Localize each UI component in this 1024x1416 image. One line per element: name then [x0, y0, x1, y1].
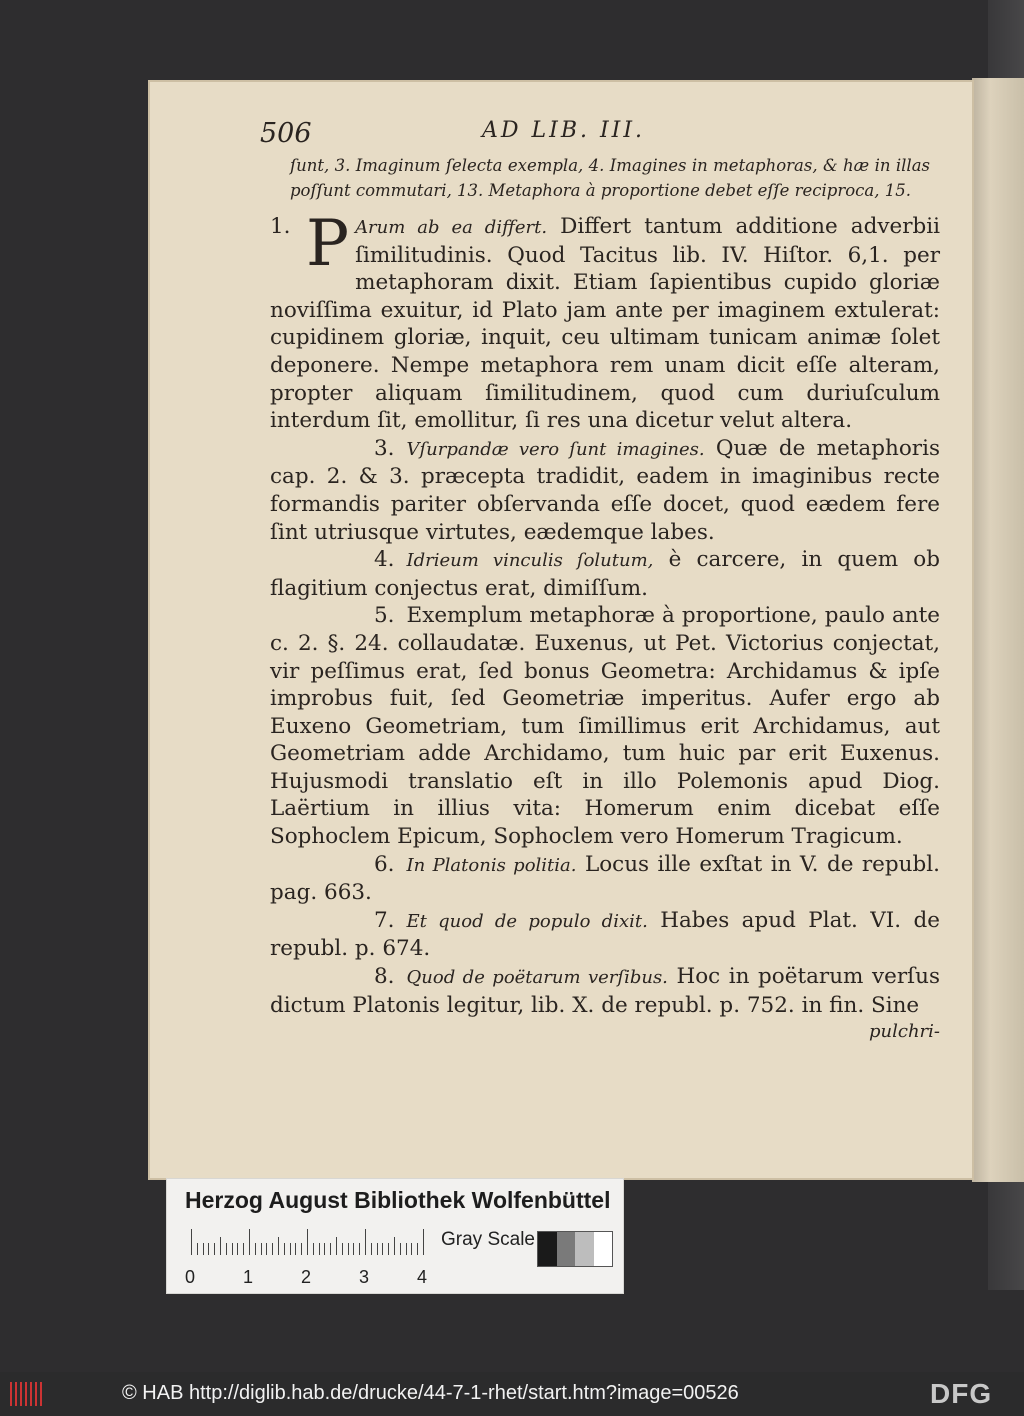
paragraph-7 [270, 907, 940, 963]
lemma: Quod de poëtarum verſibus. [406, 967, 668, 989]
paragraph-number: 6. [374, 851, 395, 877]
ruler-tick [208, 1243, 209, 1255]
catchword: pulchri- [869, 1021, 940, 1043]
ruler-tick [313, 1243, 314, 1255]
lemma: Idrieum vinculis ſolutum, [406, 550, 654, 572]
ruler-tick [319, 1243, 320, 1255]
paragraph-number: 4. [374, 547, 395, 573]
ruler-number: 3 [359, 1267, 370, 1287]
ruler-tick [365, 1229, 366, 1255]
ruler-tick [249, 1229, 250, 1255]
lemma: Vſurpandæ vero ſunt imagines. [406, 438, 705, 460]
lemma: In Platonis politia. [406, 854, 577, 876]
page-header [260, 118, 940, 154]
ruler-tick [371, 1243, 372, 1255]
ruler-tick [406, 1243, 407, 1255]
ruler-number: 0 [185, 1267, 196, 1287]
ruler-tick [261, 1243, 262, 1255]
ruler-tick [295, 1243, 296, 1255]
ruler-tick [342, 1243, 343, 1255]
ruler-tick [197, 1243, 198, 1255]
scale-ruler [191, 1231, 427, 1263]
copyright-url: © HAB http://diglib.hab.de/drucke/44-7-1-rhet/start.htm?image=00526 [122, 1382, 739, 1404]
ruler-tick [284, 1243, 285, 1255]
library-name: Herzog August Bibliothek Wolfenbüttel [185, 1187, 611, 1213]
ruler-number: 1 [243, 1267, 254, 1287]
paragraph-8 [270, 963, 940, 1019]
ruler-tick [348, 1243, 349, 1255]
paragraph-text: Exemplum metaphoræ à proportione, paulo ante c. 2. §. 24. collaudatæ. Euxenus, ut Pet. Victorius conjectat, vir peſſimus erat, ſed bonus Geometra: Archidamus & ipſe improbus fuit, ſed Geometriæ imperitus. Aufer ergo ab Euxeno Geometriam, tum ſimillimus erit Archidamus, aut Geometriam adde Archidamo, tum huic par erit Euxenus. Hujusmodi translatio eſt in illo Polemonis apud Diog. Laërtium in illius vita: Homerum enim dicebat eſſe Sophoclem Epicum, Sophoclem vero Homerum Tragicum. [270, 603, 940, 850]
paragraph-4 [270, 546, 940, 602]
ruler-tick [272, 1243, 273, 1255]
gray-swatch [575, 1232, 594, 1266]
ruler-tick [377, 1243, 378, 1255]
paragraph-text: Hoc in poëtarum verſus dictum Platonis legitur, lib. X. de republ. p. 752. in fin. Sine [270, 964, 940, 1018]
running-head: AD LIB. III. [482, 118, 646, 143]
paragraph-number: 5. [374, 603, 395, 629]
paragraph-number: 3. [374, 435, 395, 461]
paragraph-3 [270, 435, 940, 546]
drop-cap: P [306, 207, 350, 281]
gray-swatches [537, 1231, 613, 1267]
ruler-tick [388, 1243, 389, 1255]
ruler-tick [423, 1229, 424, 1255]
ruler-tick [400, 1243, 401, 1255]
paragraph-text: è carcere, in quem ob flagitium conjectus erat, dimiſſum. [270, 547, 940, 601]
ruler-number: 4 [417, 1267, 428, 1287]
ruler-tick [353, 1243, 354, 1255]
paragraph-number: 1. [270, 214, 291, 239]
paragraph-text: Habes apud Plat. VI. de republ. p. 674. [270, 907, 940, 962]
gray-swatch [538, 1232, 557, 1266]
ruler-tick [307, 1229, 308, 1255]
gray-scale-label: Gray Scale [441, 1229, 535, 1250]
hab-logo-icon [10, 1380, 44, 1408]
dfg-logo: DFG [930, 1378, 993, 1409]
book-page [148, 80, 974, 1180]
paragraph-text: Locus ille exſtat in V. de republ. pag. 663. [270, 851, 940, 906]
ruler-tick [226, 1243, 227, 1255]
color-calibration-bar [166, 1178, 624, 1294]
lemma: Arum ab ea differt. [355, 217, 548, 238]
ruler-tick [278, 1237, 279, 1255]
ruler-tick [191, 1229, 192, 1255]
footer-bar [0, 1372, 1024, 1416]
ruler-tick [290, 1243, 291, 1255]
ruler-tick [266, 1243, 267, 1255]
lemma: Et quod de populo dixit. [406, 910, 648, 932]
paragraph-text: Quæ de metaphoris cap. 2. & 3. præcepta tradidit, eadem in imaginibus recte formandis pariter obſervanda eſſe docet, quod eædem fere ſint utriusque virtutes, eædemque labes. [270, 435, 940, 545]
ruler-tick [411, 1243, 412, 1255]
ruler-tick [243, 1243, 244, 1255]
ruler-number: 2 [301, 1267, 312, 1287]
page-number: 506 [260, 118, 312, 149]
ruler-tick [359, 1243, 360, 1255]
ruler-tick [220, 1237, 221, 1255]
ruler-tick [382, 1243, 383, 1255]
paragraph-number: 7. [374, 907, 395, 933]
ruler-tick [417, 1243, 418, 1255]
gray-swatch [557, 1232, 576, 1266]
ruler-tick [214, 1243, 215, 1255]
chapter-summary: ſunt, 3. Imaginum ſelecta exempla, 4. Imagines in metaphoras, & hæ in illas poſſunt commutari, 13. Metaphora à proportione debet eſſe reciproca, 15. [290, 156, 930, 200]
ruler-tick [301, 1243, 302, 1255]
gray-swatch [594, 1232, 613, 1266]
ruler-tick [394, 1237, 395, 1255]
ruler-tick [336, 1237, 337, 1255]
ruler-tick [232, 1243, 233, 1255]
paragraph-number: 8. [374, 964, 395, 990]
ruler-tick [255, 1243, 256, 1255]
ruler-tick [324, 1243, 325, 1255]
facing-page-edge [972, 78, 1024, 1182]
paragraph-text: Differt tantum additione adverbii ſimilitudinis. Quod Tacitus lib. IV. Hiſtor. 6,1. per metaphoram dixit. Etiam ſapientibus cupido gloriæ noviſſima exuitur, id Plato jam ante per imaginem extulerat: cupidinem gloriæ, inquit, ceu ultimam tunicam animæ ſolet deponere. Nempe metaphora rem unam dicit eſſe alteram, propter aliquam ſimilitudinem, quod cum duriuſculum interdum ſit, emollitur, ſi res una dicetur velut altera. [270, 214, 941, 434]
paragraph-6 [270, 851, 940, 907]
ruler-tick [203, 1243, 204, 1255]
page-text-block [260, 118, 941, 1045]
paragraph-1 [270, 207, 941, 435]
ruler-tick [330, 1243, 331, 1255]
paragraph-5 [270, 602, 940, 850]
ruler-tick [237, 1243, 238, 1255]
